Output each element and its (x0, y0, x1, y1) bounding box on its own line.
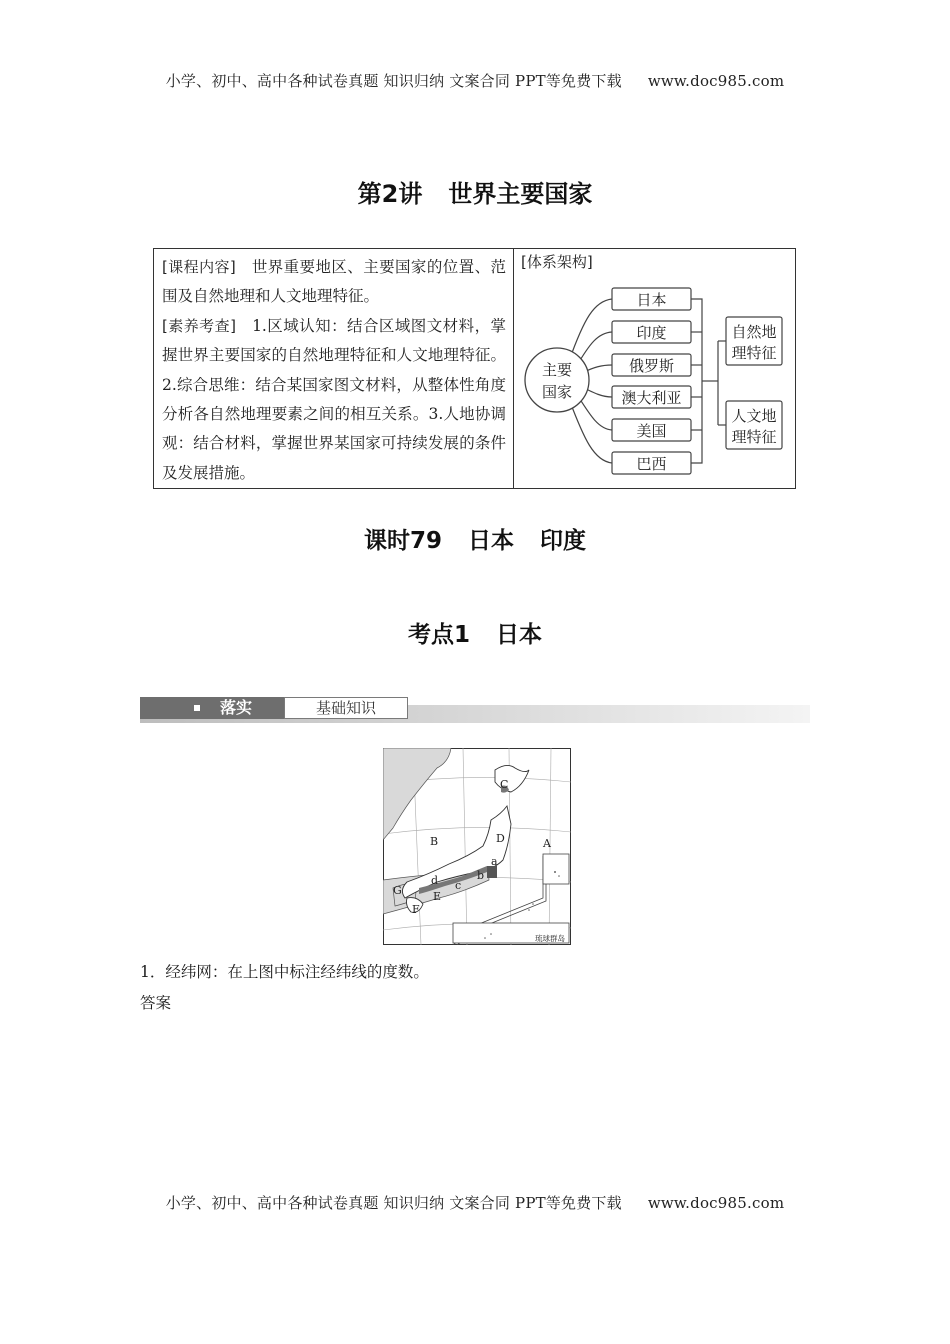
map-label-a-upper: A (543, 837, 551, 850)
lecture-title (0, 174, 950, 209)
human-feature-line1: 人文地 (731, 407, 777, 425)
country-australia: 澳大利亚 (621, 389, 682, 407)
kaodian-topic: 日本 (496, 622, 542, 648)
inset-label: 琉球群岛 (535, 934, 565, 943)
kaodian-title (0, 616, 950, 649)
map-label-d-upper: D (496, 832, 505, 845)
square-bullet-icon (194, 705, 200, 711)
map-label-e-upper: E (433, 890, 442, 903)
section-tab-dark (140, 697, 284, 719)
section-tab-light: 基础知识 (284, 697, 408, 719)
lesson-topic-japan: 日本 (468, 528, 514, 554)
map-label-f-upper: F (412, 903, 420, 916)
map-label-c-upper: C (500, 778, 509, 791)
course-table (153, 248, 796, 489)
lesson-number: 课时79 (363, 528, 442, 554)
map-label-c-lower: c (455, 879, 462, 892)
japan-map (383, 748, 571, 945)
human-feature-line2: 理特征 (731, 428, 777, 446)
map-label-b-upper: B (430, 835, 439, 848)
content-text: 世界重要地区、主要国家的位置、范围及自然地理和人文地理特征。 (162, 258, 506, 306)
page-footer (0, 1192, 950, 1213)
footer-url: www.doc985.com (647, 1194, 785, 1212)
question-1: 1．经纬网：在上图中标注经纬线的度数。 (140, 963, 429, 981)
country-russia: 俄罗斯 (628, 357, 675, 375)
framework-diagram (514, 249, 796, 488)
course-content-cell (162, 253, 506, 488)
lecture-number: 第2讲 (357, 180, 423, 208)
center-node-circle (525, 348, 589, 412)
map-label-g-upper: G (393, 884, 402, 897)
center-line2: 国家 (541, 383, 573, 401)
page-header (0, 70, 950, 91)
country-usa: 美国 (636, 422, 667, 440)
header-text: 小学、初中、高中各种试卷真题 知识归纳 文案合同 PPT等免费下载 (165, 72, 622, 90)
framework-cell (514, 249, 796, 488)
section-bar (140, 697, 810, 725)
answer-label: 答案 (140, 994, 172, 1012)
map-label-b-lower: b (477, 869, 485, 882)
lecture-name: 世界主要国家 (448, 180, 593, 208)
framework-tag: [体系架构] (521, 253, 593, 271)
section-dark-label: 落实 (220, 698, 253, 717)
literacy-tag: [素养考查] (162, 316, 236, 335)
kaodian-number: 考点1 (407, 622, 470, 648)
footer-text: 小学、初中、高中各种试卷真题 知识归纳 文案合同 PPT等免费下载 (165, 1194, 622, 1212)
country-brazil: 巴西 (636, 455, 667, 473)
country-india: 印度 (636, 324, 667, 342)
natural-feature-line2: 理特征 (731, 344, 777, 362)
lesson-title (0, 522, 950, 555)
lesson-topic-india: 印度 (540, 528, 586, 554)
map-label-d-lower: d (431, 874, 439, 887)
map-label-a-lower: a (491, 855, 498, 868)
literacy-text: 1.区域认知：结合区域图文材料，掌握世界主要国家的自然地理特征和人文地理特征。2.综合思维：结合某国家图文材料，从整体性角度分析各自然地理要素之间的相互关系。3.人地协调观：结合材料，掌握世界某国家可持续发展的条件及发展措施。 (162, 316, 507, 482)
header-url: www.doc985.com (647, 72, 785, 90)
content-tag: [课程内容] (162, 258, 236, 276)
natural-feature-line1: 自然地 (731, 323, 777, 341)
country-japan: 日本 (636, 291, 667, 309)
center-line1: 主要 (541, 361, 573, 379)
